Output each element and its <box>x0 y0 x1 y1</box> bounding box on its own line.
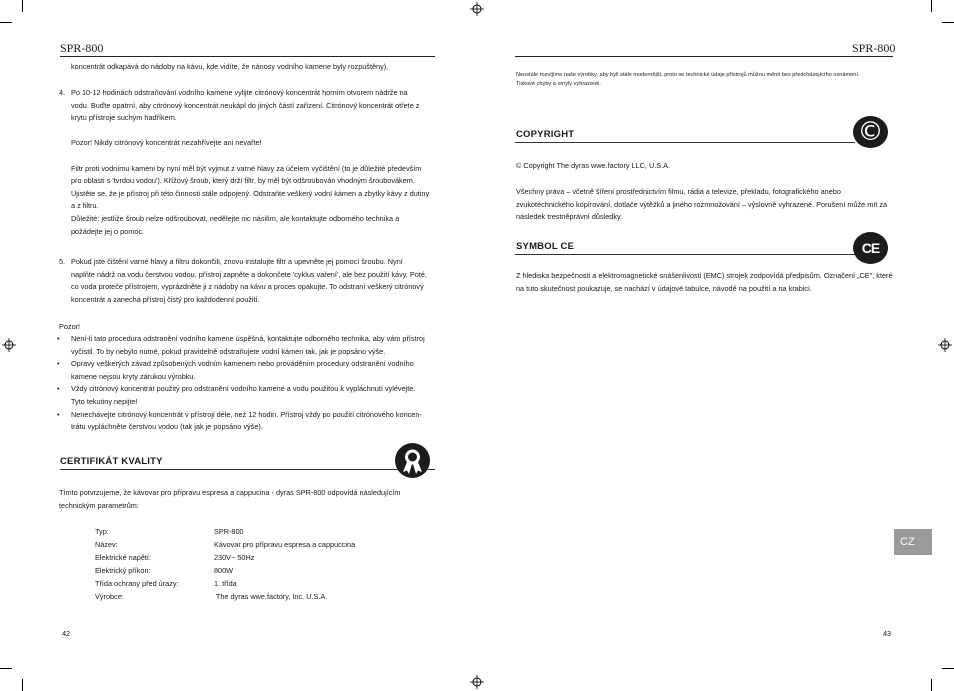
spec-value: 800W <box>214 566 234 575</box>
spec-value: 1. třída <box>214 579 237 588</box>
intro-line: koncentrát odkapává do nádoby na kávu, kde vidíte, že nánosy vodního kamene byly rozpuštěny). <box>71 62 389 71</box>
pozor-label: Pozor! <box>59 322 81 331</box>
section-heading-certificate: CERTIFIKÁT KVALITY <box>60 456 163 467</box>
quality-badge-icon <box>395 443 430 478</box>
text-line: pro oblasti s 'tvrdou vodou'). Křížový šroub, který drží filtr, by měl být odšroubován vhodným šroubovákem. <box>71 176 415 186</box>
heading-rule <box>515 142 855 143</box>
rights-text <box>516 186 896 224</box>
text-line: koncentrát a zanechá přístroj čistý pro každodenní použití. <box>71 294 260 304</box>
header-rule <box>60 56 435 57</box>
list-item: • Nenechávejte citrónový koncentrát v přístroji déle, než 12 hodin. Přístroj vždy po použití citrónového koncen- trátu vypláchněte čerstvou vodou (tak jak je popsáno výše). <box>57 409 442 434</box>
text-line: krytu přístroje suchým hadříkem. <box>71 113 177 123</box>
spec-label: Elektrický příkon: <box>95 566 151 575</box>
text-line: vodu. Buďte opatrní, aby citrónový koncentrát neukápl do jiných částí zařízení. Citrónový koncentrát otřete z <box>71 100 420 110</box>
heading-rule <box>60 469 435 470</box>
copyright-badge-icon <box>853 116 888 148</box>
spec-value: 230V~ 50Hz <box>214 553 255 562</box>
crop-mark <box>931 679 932 691</box>
crop-mark <box>22 679 23 691</box>
warning-note: Pozor! Nikdy citrónový koncentrát nezahřívejte ani nevařte! <box>71 138 262 148</box>
text-line: zvukotechnického kopírování, dotlače výtěžků a jiného rozmnožování – výslovně vyhrazené. Porušení může mít za <box>516 199 888 209</box>
text-line: Důležité: jestliže šroub nelze odšroubovat, nedělejte nic násilím, ale kontaktujte odborného technika a <box>71 213 400 223</box>
crop-mark <box>942 22 954 23</box>
crop-mark <box>931 0 932 12</box>
list-item: • Není-li tato procedura odstranění vodního kamene úspěšná, kontaktujte odborného technika, aby vám přístroj vyčistil. To by nebylo nutné, pokud pravidelně odstraňujete vodní kámen tak, jak je popsáno výše. <box>57 333 442 358</box>
copyright-line: © Copyright The dyras wwe.factory LLC, U.S.A. <box>516 161 671 170</box>
section-heading-ce: SYMBOL CE <box>516 241 575 252</box>
model-header: SPR-800 <box>852 41 896 55</box>
step-5-number: 5. <box>59 257 66 266</box>
text-line: Neustále rozvíjíme naše výrobky, aby byli stále modernější, proto se technické údaje přístrojů můžou měnit bez předcházejícího oznámení. <box>516 72 860 78</box>
spec-label: Název: <box>95 540 118 549</box>
text-line: Pokud jste čištění varné hlavy a filtru dokončili, znovu instalujte filtr a upevněte jej pomocí šroubu. Nyní <box>71 257 403 266</box>
text-line: co voda proteče přístrojem, vyprázdněte ji z nádoby na kávu a proces opakujte. To odstraní veškerý citrónový <box>71 282 424 292</box>
registration-mark-icon <box>938 338 952 352</box>
certificate-intro <box>59 487 439 512</box>
spec-value: Kávovar pro přípravu espresa a cappuccina <box>214 540 356 549</box>
text-line: a z filtru. <box>71 201 99 211</box>
ce-badge-icon <box>853 232 888 264</box>
text-line: Z hlediska bezpečnosti a elektromagnetické snášenlivosti (EMC) strojek zodpovídá předpisům. Označení „CE", které <box>516 271 893 280</box>
disclaimer <box>516 71 896 89</box>
text-line: na tuto skutečnost poukazuje, se nachází v údajové tabulce, návodě na použití a na krabici. <box>516 283 812 293</box>
spec-label: Elektrické napětí: <box>95 553 151 562</box>
section-heading-copyright: COPYRIGHT <box>516 129 575 140</box>
registration-mark-icon <box>470 675 484 689</box>
step-4-text <box>71 87 441 238</box>
text-line: technickým parametrům: <box>59 500 139 510</box>
text-line: naplňte nádrž na vodu čerstvou vodou, přístroj zapněte a dokončete 'cyklus vaření', ale bez použití kávy. Poté, <box>71 269 427 279</box>
warning-list <box>57 333 442 434</box>
registration-mark-icon <box>2 338 16 352</box>
page-number: 43 <box>883 629 892 638</box>
ce-symbol: CE <box>861 240 880 256</box>
step-4-number: 4. <box>59 88 66 97</box>
text-line: požádejte jej o pomoc. <box>71 226 145 236</box>
step-5-text <box>71 256 441 306</box>
spec-value: SPR-800 <box>214 527 244 536</box>
crop-mark <box>0 668 12 669</box>
spec-value: The dyras wwe.factory, Inc. U.S.A. <box>214 592 328 601</box>
text-line: následek trestněprávní důsledky. <box>516 212 623 222</box>
page-number: 42 <box>62 629 71 638</box>
text-line: Filtr proti vodnímu kameni by nyní měl být vyjmut z varné hlavy za účelem vyčištění (to je důležité především <box>71 163 422 173</box>
text-line: Ujistěte se, že je přístroj při této činnosti stále odpojený. Odstraňte veškerý vodní kámen a zbytky kávy z dutiny <box>71 188 430 198</box>
list-item: • Vždy citrónový koncentrát použitý pro odstranění vodního kamene a vodu použitou k vypláchnutí vylévejte. Tyto tekutiny nepijte! <box>57 383 442 408</box>
text-line: Tímto potvrzujeme, že kávovar pro přípravu espresa a cappucina - dyras SPR-800 odpovídá následujícím <box>59 488 401 497</box>
crop-mark <box>0 22 12 23</box>
registration-mark-icon <box>470 2 484 16</box>
list-item: • Opravy veškerých závad způsobených vodním kamenem nebo prováděním procedury odstranění vodního kamene nejsou kryty zárukou výrobku. <box>57 358 442 383</box>
header-rule <box>515 56 893 57</box>
model-header: SPR-800 <box>60 41 104 55</box>
spec-label: Typ: <box>95 527 109 536</box>
spec-label: Třída ochrany před úrazy: <box>95 579 179 588</box>
crop-mark <box>942 668 954 669</box>
text-line: Všechny práva – včetně šíření prostřednictvím filmu, rádia a televize, překladu, fotografického anebo <box>516 187 841 196</box>
crop-mark <box>22 0 23 12</box>
heading-rule <box>515 254 855 255</box>
spec-label: Výrobce: <box>95 592 124 601</box>
language-tab: CZ <box>894 529 932 555</box>
text-line: Tiskové chyby a omyly vyhrazené. <box>516 81 601 87</box>
ce-text <box>516 270 901 295</box>
text-line: Po 10-12 hodinách odstraňování vodního kamene vylijte citrónový koncentrát horním otvorem nádrže na <box>71 88 408 97</box>
copyright-symbol: © <box>857 117 884 147</box>
